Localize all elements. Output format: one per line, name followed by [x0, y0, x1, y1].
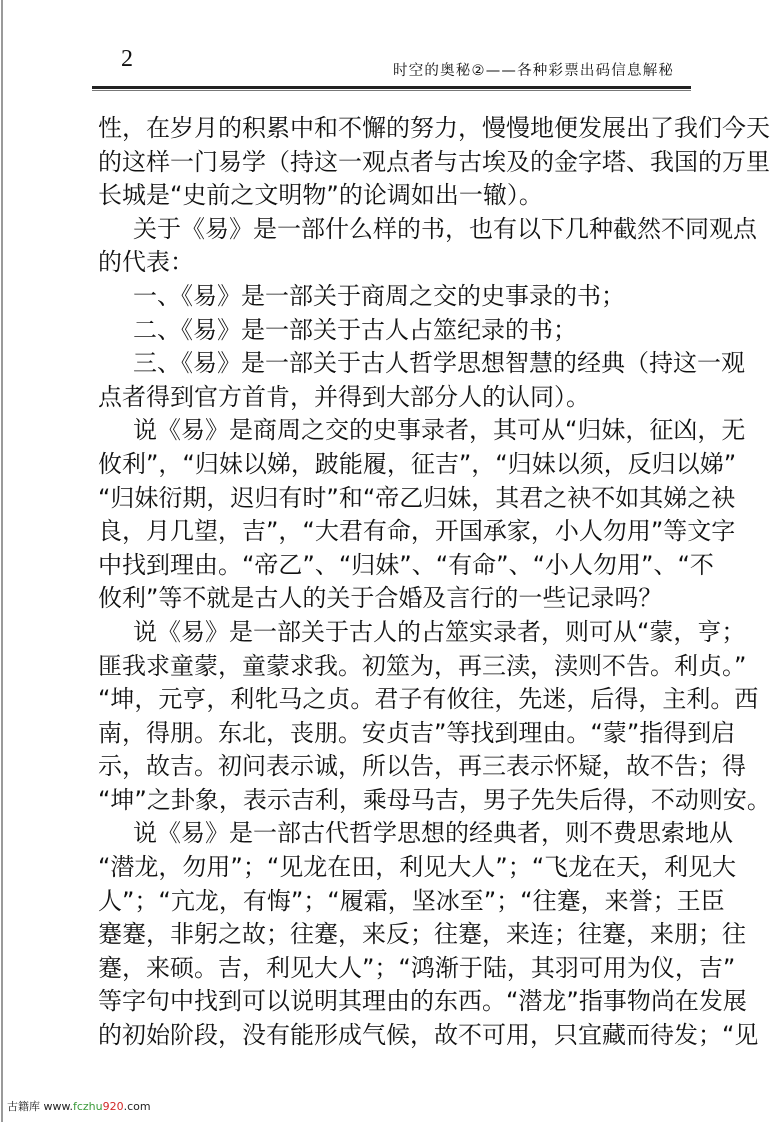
watermark-red: 920 — [102, 1100, 124, 1113]
body-text — [98, 112, 771, 1053]
text-line: 蹇，来硕。吉，利见大人”；“鸿渐于陆，其羽可用为仪，吉” — [98, 953, 736, 982]
running-header-title: 时空的奥秘②——各种彩票出码信息解秘 — [393, 63, 675, 79]
watermark-prefix: 古籍库 www. — [7, 1100, 73, 1113]
text-line: 说《易》是一部古代哲学思想的经典者，则不费思索地从 — [133, 819, 733, 848]
text-line: 匪我求童蒙，童蒙求我。初筮为，再三渎，渎则不告。利贞。” — [98, 651, 747, 680]
text-line: 三、《易》是一部关于古人哲学思想智慧的经典（持这一观 — [133, 349, 745, 378]
text-line: 一、《易》是一部关于商周之交的史事录的书； — [133, 281, 625, 310]
text-line: 二、《易》是一部关于古人占筮纪录的书； — [133, 315, 577, 344]
text-line: 的这样一门易学（持这一观点者与古埃及的金字塔、我国的万里 — [98, 147, 770, 176]
text-line: 等字句中找到可以说明其理由的东西。“潜龙”指事物尚在发展 — [98, 987, 747, 1016]
text-line: 蹇蹇，非躬之故；往蹇，来反；往蹇，来连；往蹇，来朋；往 — [98, 920, 746, 949]
text-line: “坤，元亨，利牝马之贞。君子有攸往，先迷，后得，主利。西 — [98, 685, 759, 714]
text-line: 的代表： — [98, 248, 194, 277]
text-line: 关于《易》是一部什么样的书，也有以下几种截然不同观点 — [133, 214, 757, 243]
text-line: 人”；“亢龙，有悔”；“履霜，坚冰至”；“往蹇，来誉；王臣 — [98, 886, 725, 915]
text-line: “归妹衍期，迟归有时”和“帝乙归妹，其君之袂不如其娣之袂 — [98, 483, 736, 512]
text-line: 中找到理由。“帝乙”、“归妹”、“有命”、“小人勿用”、“不 — [98, 550, 714, 579]
text-line: 说《易》是商周之交的史事录者，其可从“归妹，征凶，无 — [133, 416, 746, 445]
watermark-suffix: .com — [123, 1100, 151, 1113]
header-rule — [92, 86, 691, 89]
text-line: “坤”之卦象，表示吉利，乘母马吉，男子先失后得，不动则安。 — [98, 785, 771, 814]
page-left-edge — [1, 0, 3, 1122]
watermark — [7, 1098, 151, 1114]
text-line: 点者得到官方首肯，并得到大部分人的认同）。 — [98, 382, 590, 411]
text-line: 南，得朋。东北，丧朋。安贞吉”等找到理由。“蒙”指得到启 — [98, 718, 736, 747]
text-line: 说《易》是一部关于古人的占筮实录者，则可从“蒙，亨； — [133, 617, 746, 646]
text-line: 长城是“史前之文明物”的论调如出一辙）。 — [98, 181, 543, 210]
page-number: 2 — [121, 46, 133, 72]
text-line: 攸利”，“归妹以娣，跛能履，征吉”，“归妹以须，反归以娣” — [98, 449, 737, 478]
watermark-green: fczhu — [72, 1100, 103, 1113]
text-line: 良，月几望，吉”，“大君有命，开国承家，小人勿用”等文字 — [98, 517, 736, 546]
text-line: 示，故吉。初问表示诚，所以告，再三表示怀疑，故不告；得 — [98, 752, 746, 781]
text-line: 性，在岁月的积累中和不懈的努力，慢慢地便发展出了我们今天 — [98, 114, 770, 142]
text-line: “潜龙，勿用”；“见龙在田，利见大人”；“飞龙在天，利见大 — [98, 853, 737, 882]
text-line: 的初始阶段，没有能形成气候，故不可用，只宜藏而待发；“见 — [98, 1021, 759, 1050]
text-line: 攸利”等不就是古人的关于合婚及言行的一些记录吗？ — [98, 584, 663, 613]
